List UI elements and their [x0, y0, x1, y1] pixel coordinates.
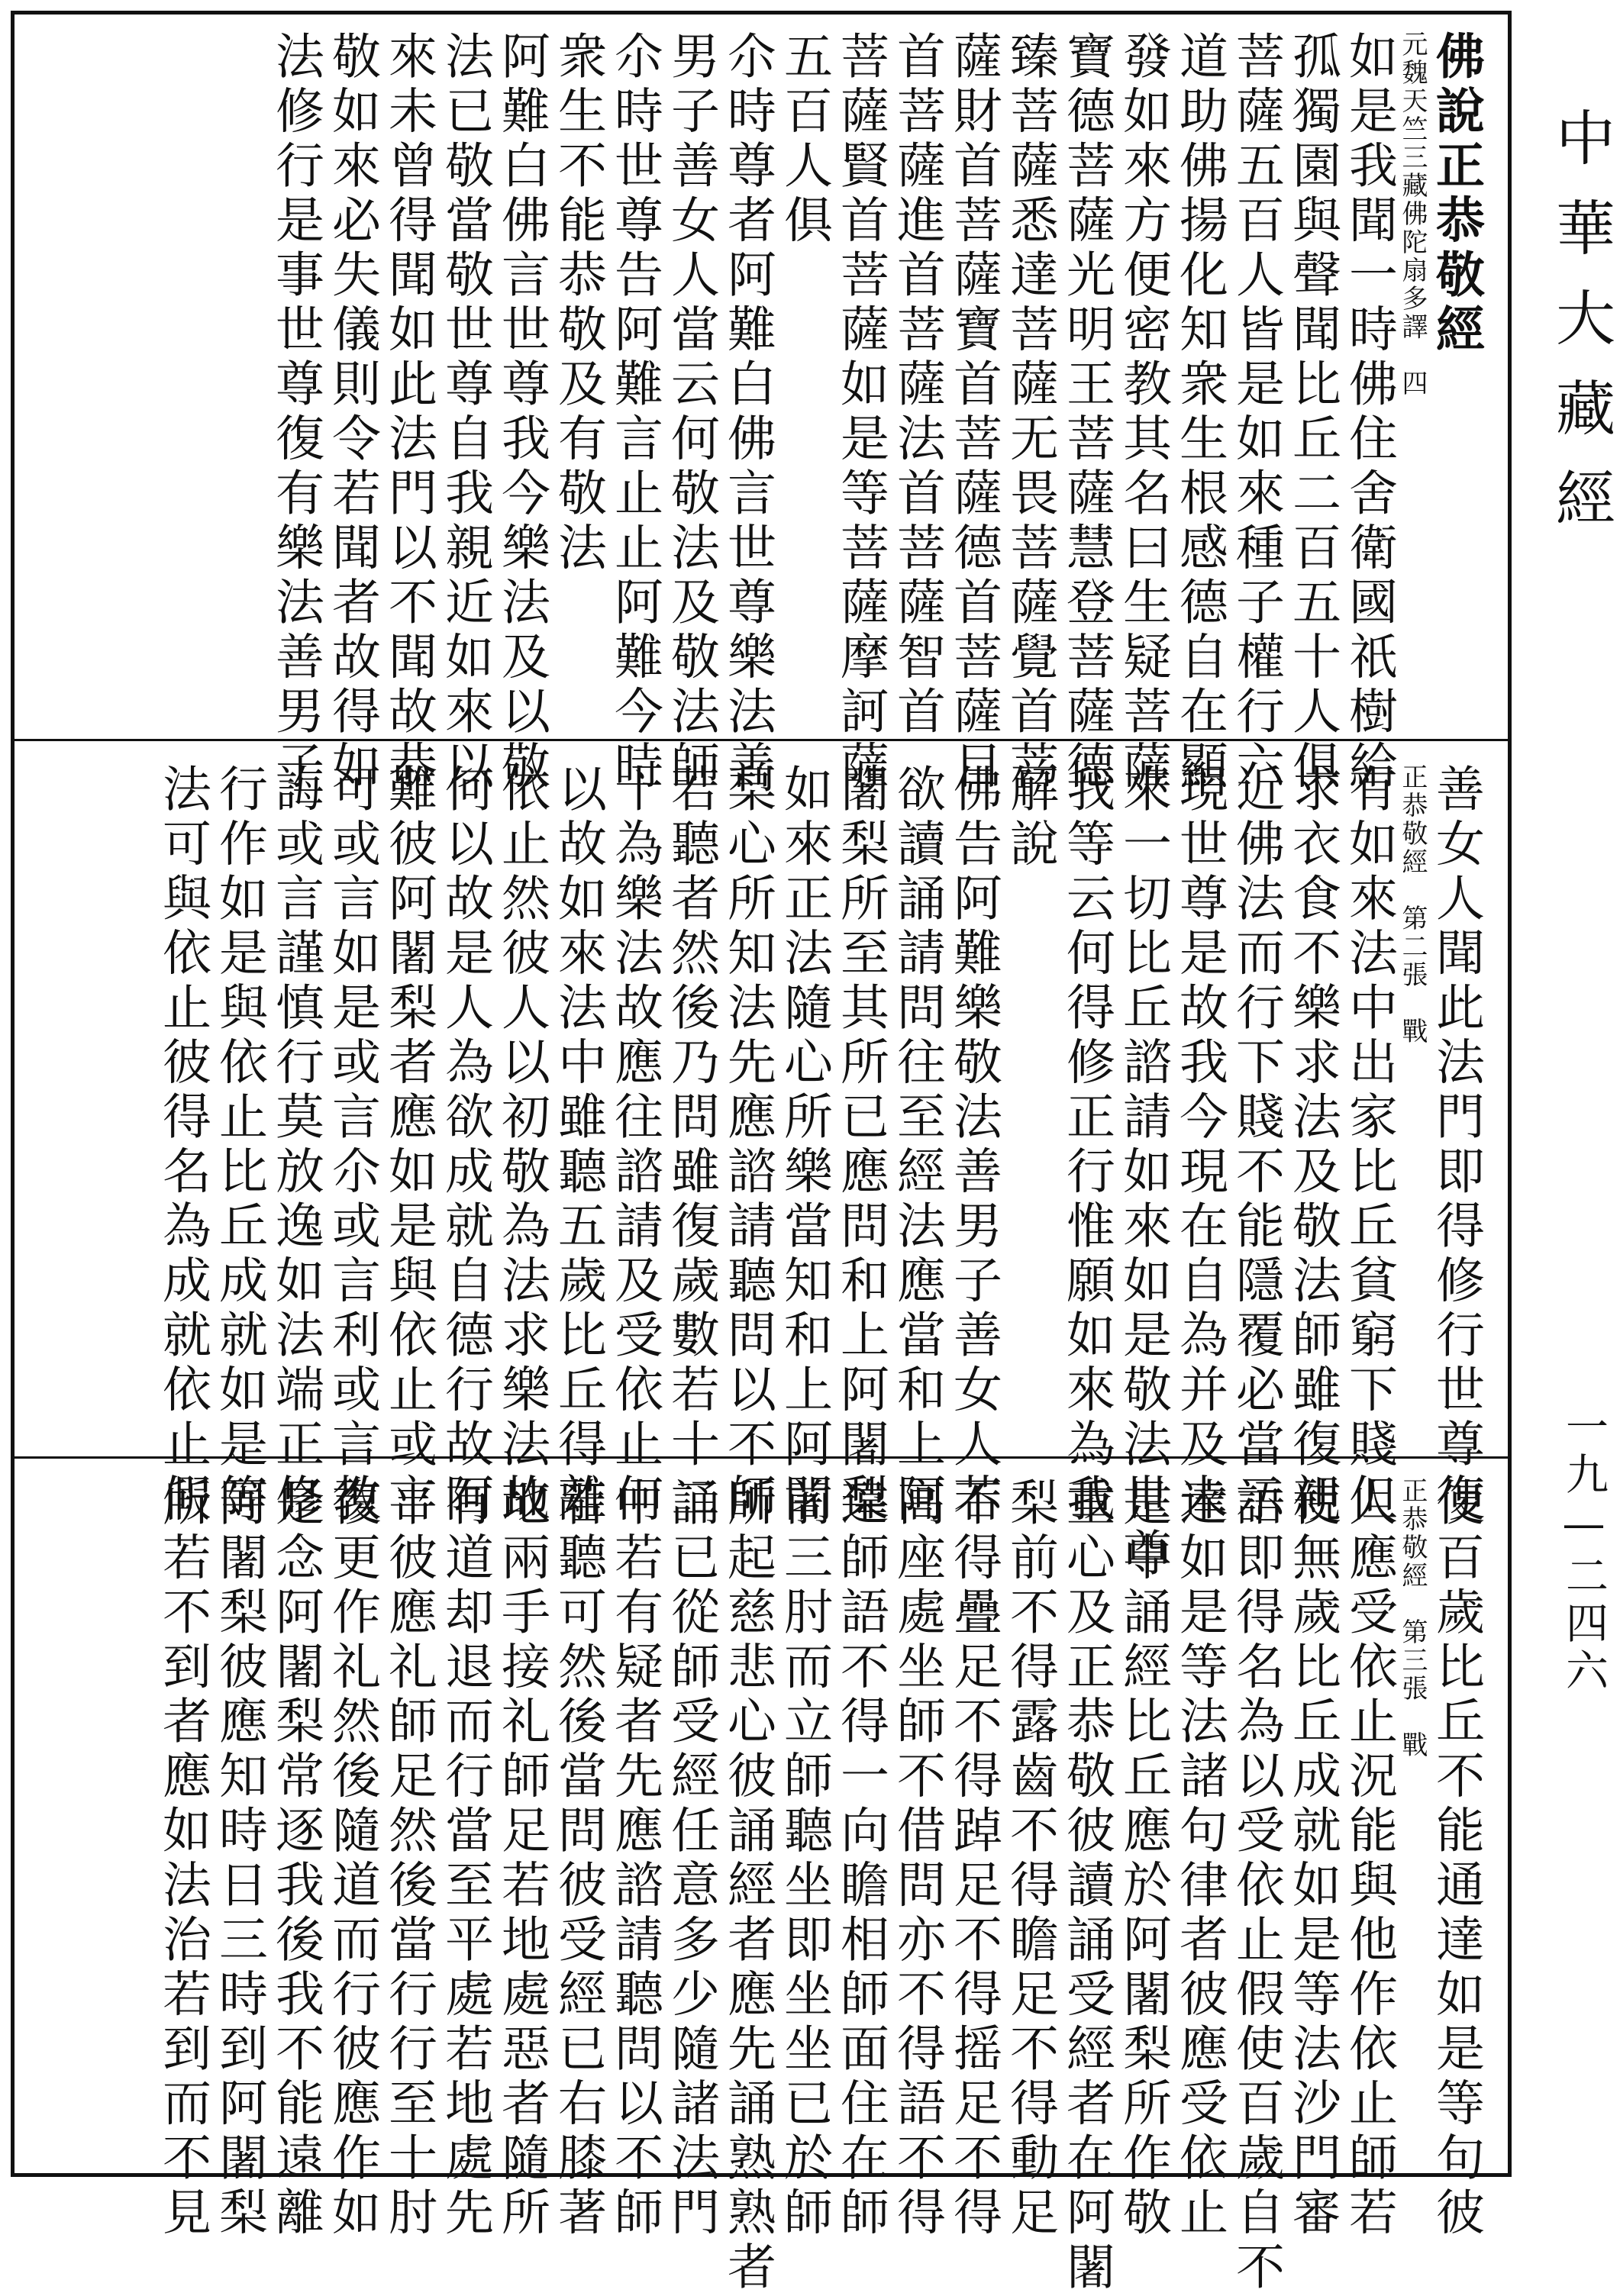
text-column: 闍梨所至其所已應問和上阿闍梨: [832, 763, 889, 1527]
text-column: 孤獨園與聲聞比丘二百五十人俱: [1284, 31, 1341, 795]
text-column: 是中誦經比丘應於阿闍梨所作敬: [1115, 1477, 1171, 2241]
text-column: 不得疊足不得踔足不得摇足不得: [945, 1477, 1002, 2241]
text-column: 依止然彼人以初敬為法求樂法故: [493, 763, 550, 1527]
text-column: 達如是等法諸句律者彼應受依止: [1171, 1477, 1228, 2241]
text-column: 有如來法中出家比丘貧窮下賤但: [1341, 763, 1397, 1527]
text-column: 如來正法隨心所樂當知和上阿闍: [776, 763, 832, 1527]
text-column: 是念阿闍梨常逐我後我不能遠離: [267, 1477, 324, 2241]
text-column: 求衣食不樂求法及敬法師雖復親: [1284, 763, 1341, 1527]
text-column: 來一切比丘諮請如來如是敬法世尊: [1115, 763, 1171, 1582]
text-column: 阿闍梨彼應知時日三時到阿闍梨: [211, 1477, 267, 2241]
text-column: 梨心所知法先應諮請聽問以不師: [719, 763, 776, 1527]
text-column: 菩薩五百人皆是如來種子權行六: [1228, 31, 1284, 795]
text-column: 衆生不能恭敬及有敬法: [550, 31, 606, 576]
text-column: 法修行是事世尊復有樂法善男子: [267, 31, 324, 795]
page-number: 一九—二四六: [1559, 1404, 1609, 1695]
text-column: 地兩手接礼師足若地處惡者隨所: [493, 1477, 550, 2241]
text-column: 來未曾得聞如此法門以不聞故恭: [380, 31, 437, 795]
text-column: 男子善女人當云何敬法及敬法師: [663, 31, 719, 795]
text-column: 復更作礼然後隨道而行彼應作如: [324, 1477, 380, 2241]
text-column: 前三肘而立師聽坐即坐坐已於師: [776, 1477, 832, 2241]
text-column: 十為樂法故應往諮請及受依止何: [606, 763, 663, 1527]
text-column: 所起慈悲心彼誦經者應先誦熟熟者: [719, 1477, 776, 2296]
text-column: 使無歲比丘成就如是等法沙門審: [1284, 1477, 1341, 2241]
text-column: 以故如來法中雖聽五歲比丘得離: [550, 763, 606, 1527]
text-column: 佛告阿難樂敬法善男子善女人若: [945, 763, 1002, 1527]
text-column: 行作如是與依止比丘成就如是等: [211, 763, 267, 1527]
text-column: 欲讀誦請問往至經法應當和上阿: [889, 763, 945, 1527]
text-column: 語即得名為以受依止假使百歲自不: [1228, 1477, 1284, 2296]
collection-title: 中華大藏經: [1546, 107, 1615, 557]
text-column: 法已敬當敬世尊自我親近如來以: [437, 31, 493, 795]
text-column: 我等云何得修正行惟願如來為我: [1058, 763, 1115, 1527]
text-column: 善女人聞此法門即得修行世尊復: [1428, 763, 1484, 1527]
text-column: 難彼阿闍梨者應如是與依止或言: [380, 763, 437, 1527]
text-column: 道助佛揚化知衆生根感德自在顯: [1171, 31, 1228, 795]
page-header-note: 正恭敬經 第二張 戰: [1397, 763, 1428, 1046]
text-column: 何以故是人為欲成就自德行故阿: [437, 763, 493, 1527]
text-column: 五百人俱: [776, 31, 832, 249]
text-column: 如是我聞一時佛住舍衛國祇樹給: [1341, 31, 1397, 795]
text-column: 違師語不得一向瞻相師面住在師: [832, 1477, 889, 2241]
text-column: 法可與依止彼得名為成就依止假: [154, 763, 211, 1527]
text-column: 阿難白佛言世尊我今樂法及以敬: [493, 31, 550, 795]
text-column: 使百歲比丘不能通達如是等句彼: [1428, 1477, 1484, 2241]
translator-note: 元魏天竺三藏佛陀扇多譯 四: [1397, 31, 1428, 398]
text-column: 尒時尊者阿難白佛言世尊樂法善: [719, 31, 776, 795]
text-column: 薩財首菩薩寶首菩薩德首菩薩目: [945, 31, 1002, 795]
page-header-note: 正恭敬經 第三張 戰: [1397, 1477, 1428, 1759]
text-column: 所若不到者應如法治若到而不見: [154, 1477, 211, 2241]
scripture-panel-1: [11, 31, 1512, 795]
text-column: 敬如來必失儀則令若聞者故得如: [324, 31, 380, 795]
text-column: 發如來方便密教其名曰生疑菩薩: [1115, 31, 1171, 795]
text-column: 尒時世尊告阿難言止止阿難今時: [606, 31, 663, 795]
text-column: 誨或言謹慎行莫放逸如法端正修: [267, 763, 324, 1527]
text-column: 有道却退而行當至平處若地處先: [437, 1477, 493, 2241]
text-column: 重心及正恭敬彼讀誦受經者在阿闍: [1058, 1477, 1115, 2296]
text-column: 人應受依止況能與他作依止師若: [1341, 1477, 1397, 2241]
text-column: 首菩薩進首菩薩法首菩薩智首: [889, 31, 945, 740]
text-column: 解說: [1002, 763, 1058, 872]
text-column: 高座處坐師不借問亦不得語不得: [889, 1477, 945, 2241]
text-column: 菩薩賢首菩薩如是等菩薩摩訶薩: [832, 31, 889, 795]
text-column: 可或言如是或言尒或言利或言教: [324, 763, 380, 1527]
text-column: 誦已從師受經任意多少隨諸法門: [663, 1477, 719, 2241]
text-column: 臻菩薩悉達菩薩无畏菩薩覺首菩: [1002, 31, 1058, 795]
text-column: 中若有疑者先應諮請聽問以不師: [606, 1477, 663, 2241]
text-column: 若聽者然後乃問雖復歲數若十二: [663, 763, 719, 1527]
text-column: 現世尊是故我今現在自為并及未: [1171, 763, 1228, 1527]
text-column: 梨前不得露齒不得瞻足不得動足: [1002, 1477, 1058, 2241]
scripture-panel-2: [11, 763, 1512, 1582]
sutra-title: 佛說正恭敬經: [1428, 31, 1485, 358]
text-column: 寶德菩薩光明王菩薩慧登菩薩德: [1058, 31, 1115, 795]
text-column: 近佛法而行下賤不能隱覆必當示: [1228, 763, 1284, 1527]
text-column: 平彼應礼師足然後當行行至十肘: [380, 1477, 437, 2241]
scripture-panel-3: [11, 1477, 1512, 2296]
text-column: 若聽可然後當問彼受經已右膝著: [550, 1477, 606, 2241]
